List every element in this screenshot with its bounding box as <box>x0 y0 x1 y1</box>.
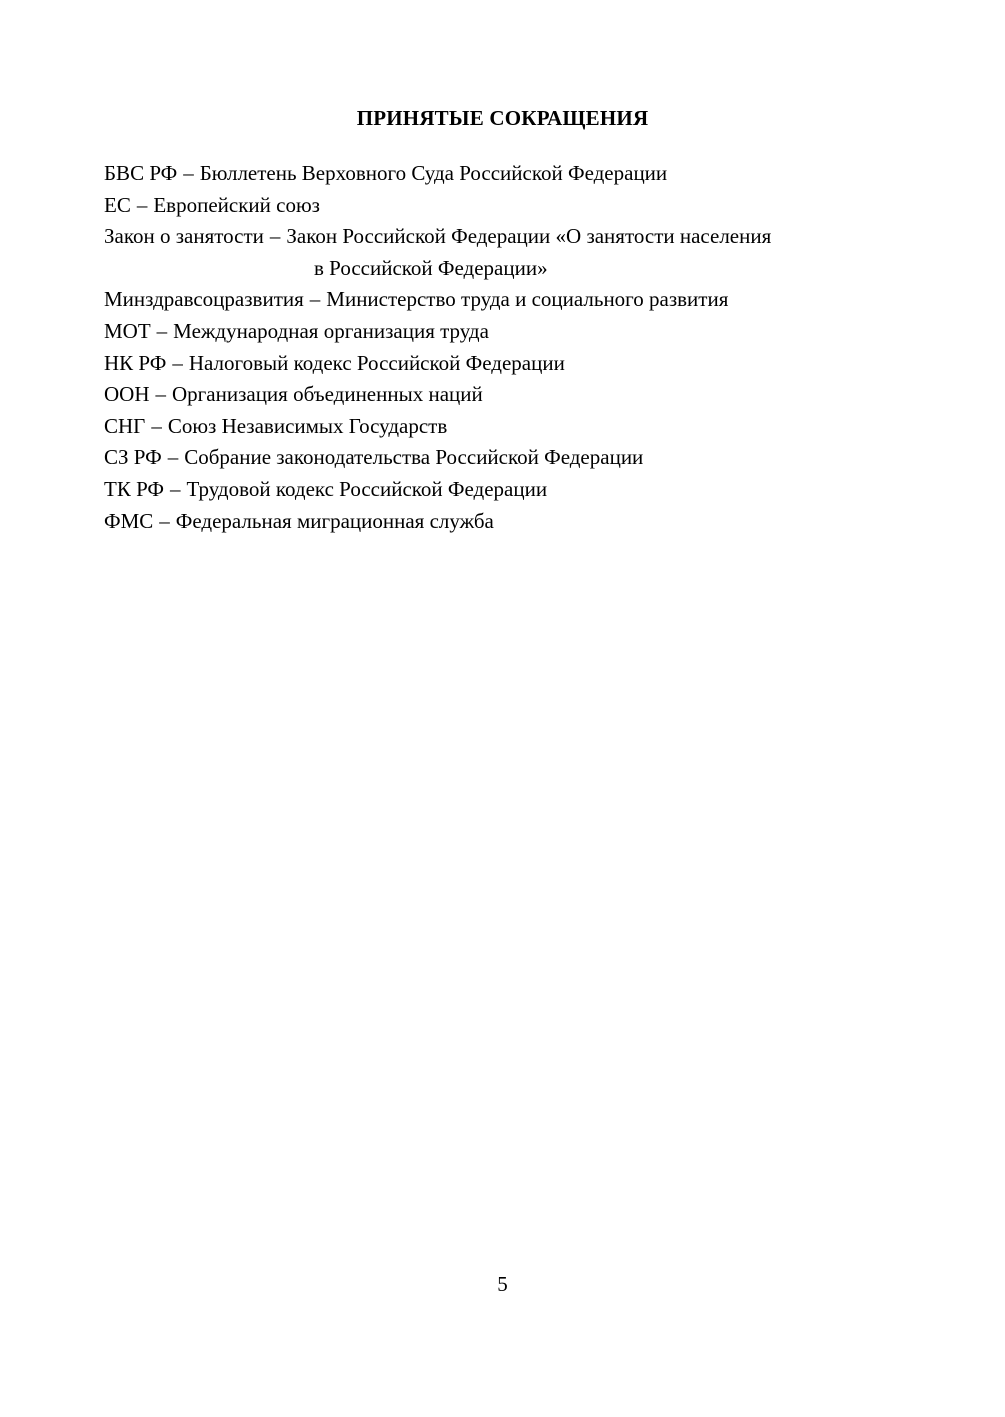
abbreviation-dash: – <box>170 476 181 501</box>
abbreviation-term: ООН <box>104 382 150 407</box>
abbreviation-entry <box>104 474 924 506</box>
abbreviation-continuation: в Российской Федерации» <box>314 255 548 280</box>
abbreviation-entry <box>104 379 924 411</box>
abbreviation-term: ТК РФ <box>104 476 164 501</box>
abbreviation-entry <box>104 158 924 190</box>
abbreviation-term: НК РФ <box>104 350 167 375</box>
abbreviation-definition: Бюллетень Верховного Суда Российской Федерации <box>199 161 668 185</box>
abbreviation-entry <box>104 190 924 222</box>
abbreviation-term: МОТ <box>104 318 151 343</box>
abbreviation-definition: Союз Независимых Государств <box>167 413 448 438</box>
abbreviation-entry <box>104 348 924 380</box>
abbreviation-term: ЕС <box>104 192 131 217</box>
abbreviation-term: Закон о занятости <box>104 224 264 249</box>
abbreviation-dash: – <box>156 318 168 343</box>
abbreviation-dash: – <box>159 508 170 533</box>
abbreviation-dash: – <box>136 192 148 217</box>
abbreviation-entry <box>104 284 924 316</box>
abbreviations-list <box>104 158 924 537</box>
page-number: 5 <box>497 1272 508 1296</box>
abbreviation-definition: Международная организация труда <box>173 318 489 343</box>
abbreviation-definition: Организация объединенных наций <box>172 382 483 407</box>
abbreviation-term: СНГ <box>104 413 146 438</box>
abbreviation-entry <box>104 442 924 474</box>
abbreviation-definition: Европейский союз <box>153 192 320 217</box>
abbreviation-definition: Собрание законодательства Российской Федерации <box>184 445 644 470</box>
abbreviation-dash: – <box>167 445 179 470</box>
abbreviation-dash: – <box>309 287 321 312</box>
abbreviation-definition: Федеральная миграционная служба <box>175 508 494 533</box>
abbreviation-entry <box>104 506 924 538</box>
abbreviation-term: БВС РФ <box>104 161 178 185</box>
abbreviation-entry <box>104 411 924 443</box>
abbreviation-entry <box>104 316 924 348</box>
abbreviation-dash: – <box>172 350 183 375</box>
abbreviation-definition: Министерство труда и социального развития <box>326 287 729 312</box>
abbreviation-dash: – <box>155 382 166 407</box>
abbreviation-dash: – <box>151 413 162 438</box>
abbreviation-definition: Налоговый кодекс Российской Федерации <box>188 350 565 375</box>
abbreviation-entry <box>104 221 924 253</box>
abbreviation-dash: – <box>269 224 281 249</box>
abbreviation-term: ФМС <box>104 508 154 533</box>
page-title: ПРИНЯТЫЕ СОКРАЩЕНИЯ <box>356 106 649 130</box>
abbreviation-dash: – <box>183 161 194 185</box>
abbreviation-term: СЗ РФ <box>104 445 162 470</box>
abbreviation-term: Минздравсоцразвития <box>104 287 304 312</box>
abbreviation-definition: Закон Российской Федерации «О занятости населения <box>286 224 772 249</box>
abbreviation-definition: Трудовой кодекс Российской Федерации <box>186 476 548 501</box>
